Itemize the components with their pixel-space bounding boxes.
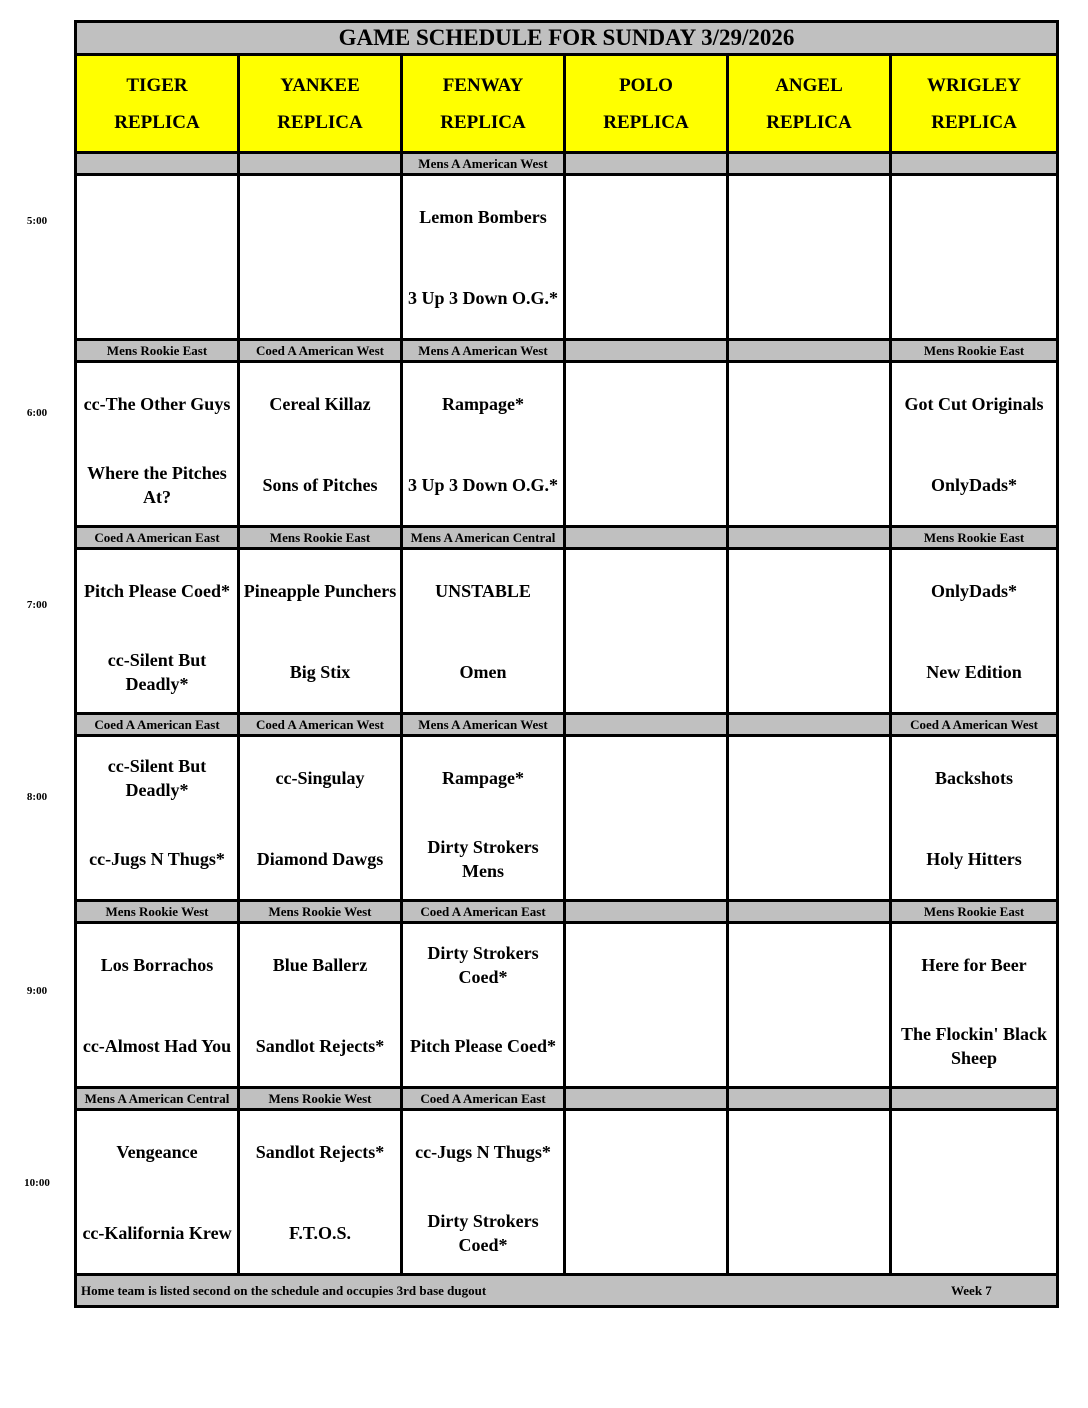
division-label: Mens Rookie West <box>239 1088 402 1110</box>
division-label: Coed A American East <box>76 527 239 549</box>
game-cell <box>402 1110 565 1275</box>
away-team: Pitch Please Coed* <box>84 580 230 601</box>
game-cell <box>402 549 565 714</box>
home-team <box>566 257 726 338</box>
game-cell <box>728 736 891 901</box>
away-team <box>729 176 889 257</box>
game-cell <box>76 736 239 901</box>
division-label <box>728 714 891 736</box>
division-label <box>565 714 728 736</box>
time-column <box>0 0 74 1408</box>
field-header-tiger <box>76 55 239 153</box>
away-team: Lemon Bombers <box>419 206 547 227</box>
home-team <box>892 257 1056 338</box>
away-team <box>566 550 726 631</box>
division-row <box>76 153 1058 175</box>
field-type: REPLICA <box>766 111 852 133</box>
away-team: cc-Singulay <box>275 767 365 788</box>
division-row <box>76 901 1058 923</box>
away-team: Los Borrachos <box>100 954 214 975</box>
page-title: GAME SCHEDULE FOR SUNDAY 3/29/2026 <box>76 22 1058 55</box>
home-team: 3 Up 3 Down O.G.* <box>407 287 559 308</box>
division-label: Coed A American East <box>402 901 565 923</box>
home-team <box>566 1005 726 1086</box>
away-team: Here for Beer <box>921 954 1027 975</box>
field-name: ANGEL <box>775 74 843 96</box>
week-label: Week 7 <box>951 1283 992 1298</box>
division-label <box>239 153 402 175</box>
field-header-wrigley <box>891 55 1058 153</box>
away-team: Got Cut Originals <box>904 393 1044 414</box>
game-cell <box>239 1110 402 1275</box>
game-cell <box>565 923 728 1088</box>
game-row <box>76 175 1058 340</box>
division-label: Mens Rookie East <box>891 527 1058 549</box>
division-label <box>565 153 728 175</box>
game-cell <box>239 923 402 1088</box>
field-type: REPLICA <box>277 111 363 133</box>
home-team: cc-Kalifornia Krew <box>82 1222 232 1243</box>
home-team: Where the Pitches At? <box>87 462 227 507</box>
home-team: Big Stix <box>289 661 351 682</box>
field-type: REPLICA <box>114 111 200 133</box>
division-label <box>728 340 891 362</box>
away-team: Dirty Strokers Coed* <box>427 942 539 987</box>
game-cell <box>728 1110 891 1275</box>
game-cell <box>728 175 891 340</box>
home-team <box>566 1192 726 1273</box>
home-team: Holy Hitters <box>926 848 1022 869</box>
home-team: The Flockin' Black Sheep <box>901 1023 1048 1068</box>
home-team <box>566 818 726 899</box>
game-cell <box>239 175 402 340</box>
division-label: Mens Rookie East <box>891 901 1058 923</box>
field-type: REPLICA <box>931 111 1017 133</box>
away-team: Rampage* <box>442 393 524 414</box>
away-team: cc-The Other Guys <box>83 393 231 414</box>
field-header-yankee <box>239 55 402 153</box>
division-label <box>76 153 239 175</box>
home-team: Dirty Strokers Mens <box>427 836 539 881</box>
game-cell <box>76 175 239 340</box>
footer-row <box>76 1275 1058 1307</box>
home-team: New Edition <box>926 661 1022 682</box>
away-team: UNSTABLE <box>435 580 531 601</box>
division-label: Mens A American Central <box>402 527 565 549</box>
division-row <box>76 1088 1058 1110</box>
home-team: F.T.O.S. <box>288 1222 352 1243</box>
division-label: Coed A American West <box>239 340 402 362</box>
away-team <box>892 1111 1056 1192</box>
away-team: Sandlot Rejects* <box>255 1141 385 1162</box>
home-team: 3 Up 3 Down O.G.* <box>407 474 559 495</box>
away-team: Rampage* <box>442 767 524 788</box>
away-team: Backshots <box>935 767 1014 788</box>
game-cell <box>76 923 239 1088</box>
division-label: Mens A American Central <box>76 1088 239 1110</box>
game-cell <box>402 736 565 901</box>
game-cell <box>728 923 891 1088</box>
game-cell <box>565 549 728 714</box>
game-cell <box>76 362 239 527</box>
game-cell <box>239 736 402 901</box>
home-team: Pitch Please Coed* <box>410 1035 556 1056</box>
game-cell <box>891 736 1058 901</box>
field-name: YANKEE <box>280 74 360 96</box>
division-row <box>76 340 1058 362</box>
division-label <box>565 1088 728 1110</box>
division-label: Mens Rookie East <box>76 340 239 362</box>
title-row <box>76 22 1058 55</box>
home-team: cc-Almost Had You <box>82 1035 232 1056</box>
game-cell <box>728 549 891 714</box>
division-label <box>565 340 728 362</box>
division-label <box>728 1088 891 1110</box>
home-team <box>729 631 889 712</box>
division-label: Mens Rookie East <box>891 340 1058 362</box>
game-cell <box>891 1110 1058 1275</box>
game-row <box>76 1110 1058 1275</box>
game-cell <box>239 549 402 714</box>
field-header-row <box>76 55 1058 153</box>
away-team: Blue Ballerz <box>272 954 368 975</box>
game-cell <box>402 175 565 340</box>
footer-note: Home team is listed second on the schedule and occupies 3rd base dugout <box>81 1283 487 1298</box>
time-label: 6:00 <box>26 407 48 419</box>
game-cell <box>891 923 1058 1088</box>
division-label <box>565 527 728 549</box>
time-label: 5:00 <box>26 215 48 227</box>
away-team <box>566 1111 726 1192</box>
away-team <box>729 924 889 1005</box>
away-team <box>729 1111 889 1192</box>
field-name: FENWAY <box>442 74 524 96</box>
division-label: Coed A American West <box>239 714 402 736</box>
game-cell <box>76 1110 239 1275</box>
game-cell <box>76 549 239 714</box>
footer <box>76 1275 1058 1307</box>
away-team <box>729 550 889 631</box>
away-team: cc-Jugs N Thugs* <box>415 1141 551 1162</box>
game-row <box>76 923 1058 1088</box>
home-team: cc-Jugs N Thugs* <box>89 848 225 869</box>
division-label <box>891 1088 1058 1110</box>
field-type: REPLICA <box>440 111 526 133</box>
home-team: cc-Silent But Deadly* <box>107 649 207 694</box>
away-team <box>729 363 889 444</box>
away-team <box>566 924 726 1005</box>
game-cell <box>565 362 728 527</box>
away-team <box>892 176 1056 257</box>
away-team <box>566 363 726 444</box>
division-row <box>76 714 1058 736</box>
division-label <box>891 153 1058 175</box>
away-team: Vengeance <box>116 1141 198 1162</box>
field-header-angel <box>728 55 891 153</box>
away-team <box>566 737 726 818</box>
division-label: Mens A American West <box>402 340 565 362</box>
division-label <box>728 153 891 175</box>
away-team: Cereal Killaz <box>269 393 371 414</box>
time-label: 7:00 <box>26 599 48 611</box>
home-team: Dirty Strokers Coed* <box>427 1210 539 1255</box>
home-team <box>729 1192 889 1273</box>
division-label <box>728 527 891 549</box>
home-team: Diamond Dawgs <box>256 848 384 869</box>
game-cell <box>891 549 1058 714</box>
home-team <box>729 818 889 899</box>
home-team: Sandlot Rejects* <box>255 1035 385 1056</box>
division-row <box>76 527 1058 549</box>
game-row <box>76 362 1058 527</box>
schedule-table <box>74 20 1059 1308</box>
division-label: Mens Rookie West <box>239 901 402 923</box>
game-cell <box>402 923 565 1088</box>
field-type: REPLICA <box>603 111 689 133</box>
field-name: WRIGLEY <box>927 74 1022 96</box>
field-name: POLO <box>619 74 673 96</box>
division-label: Mens Rookie West <box>76 901 239 923</box>
division-label: Mens A American West <box>402 714 565 736</box>
game-cell <box>891 175 1058 340</box>
game-cell <box>565 175 728 340</box>
division-label: Coed A American East <box>402 1088 565 1110</box>
division-label: Mens Rookie East <box>239 527 402 549</box>
game-cell <box>239 362 402 527</box>
field-header-polo <box>565 55 728 153</box>
home-team: Sons of Pitches <box>262 474 378 495</box>
game-cell <box>728 362 891 527</box>
game-cell <box>891 362 1058 527</box>
away-team <box>77 176 237 257</box>
home-team <box>77 257 237 338</box>
division-label <box>728 901 891 923</box>
division-label: Coed A American East <box>76 714 239 736</box>
game-row <box>76 549 1058 714</box>
time-label: 8:00 <box>26 791 48 803</box>
away-team <box>566 176 726 257</box>
away-team: OnlyDads* <box>931 580 1018 601</box>
game-row <box>76 736 1058 901</box>
away-team: Pineapple Punchers <box>243 580 397 601</box>
home-team <box>729 1005 889 1086</box>
home-team <box>729 444 889 525</box>
home-team <box>729 257 889 338</box>
game-cell <box>565 736 728 901</box>
time-label: 9:00 <box>26 985 48 997</box>
field-name: TIGER <box>126 74 188 96</box>
away-team <box>729 737 889 818</box>
away-team <box>240 176 400 257</box>
home-team <box>892 1192 1056 1273</box>
home-team <box>240 257 400 338</box>
home-team <box>566 444 726 525</box>
game-cell <box>402 362 565 527</box>
field-header-fenway <box>402 55 565 153</box>
division-label: Coed A American West <box>891 714 1058 736</box>
home-team: Omen <box>459 661 507 682</box>
away-team: cc-Silent But Deadly* <box>107 755 207 800</box>
game-cell <box>565 1110 728 1275</box>
division-label: Mens A American West <box>402 153 565 175</box>
time-label: 10:00 <box>24 1177 50 1189</box>
home-team <box>566 631 726 712</box>
division-label <box>565 901 728 923</box>
home-team: OnlyDads* <box>931 474 1018 495</box>
